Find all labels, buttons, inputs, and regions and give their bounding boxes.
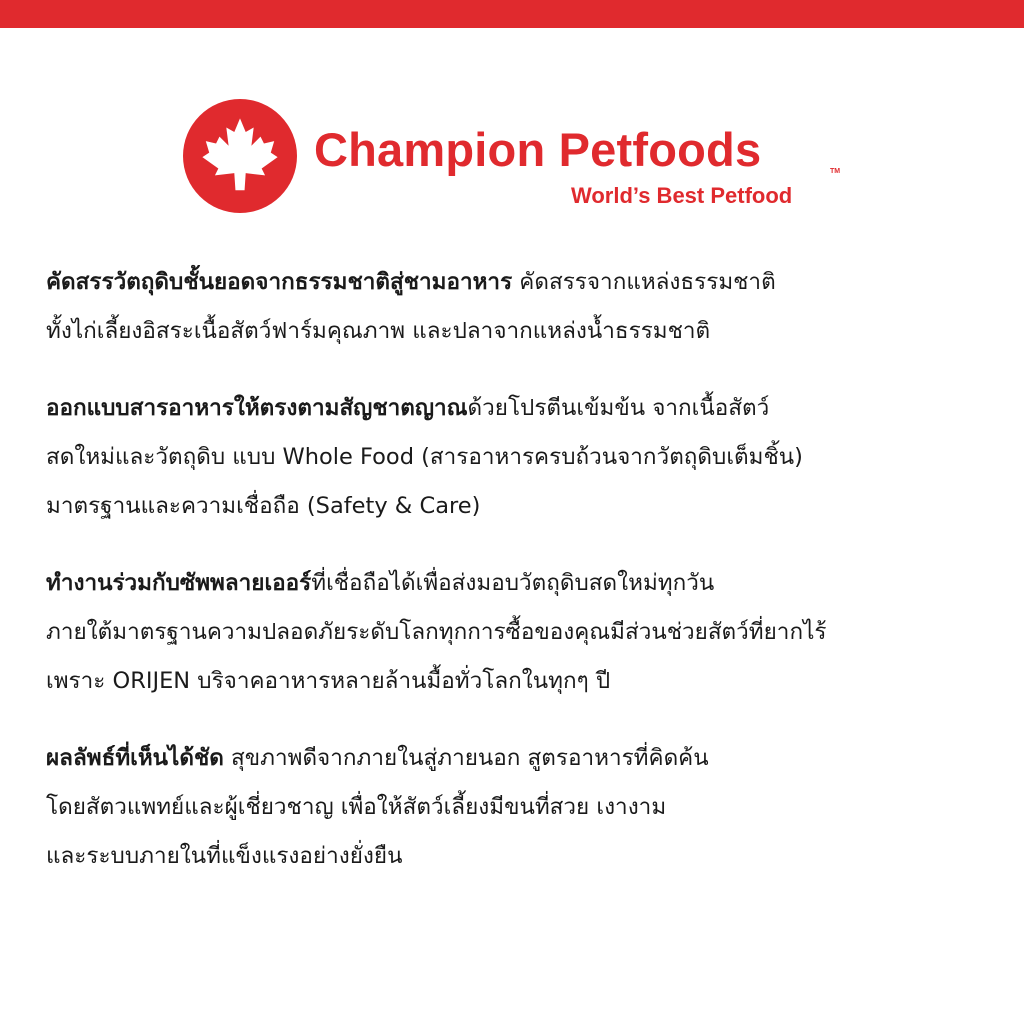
paragraph-heading: ทำงานร่วมกับซัพพลายเออร์	[46, 570, 312, 596]
paragraph-line	[46, 258, 1006, 307]
brand-name: Champion Petfoods	[314, 123, 762, 176]
paragraph-line: เพราะ ORIJEN บริจาคอาหารหลายล้านมื้อทั่วโลกในทุกๆ ปี	[46, 668, 611, 694]
paragraph-results	[46, 734, 1006, 881]
paragraph-ingredients	[46, 258, 1006, 356]
brand-tagline: World’s Best Petfood	[571, 183, 793, 208]
paragraph-text: สุขภาพดีจากภายในสู่ภายนอก สูตรอาหารที่คิดค้น	[223, 745, 709, 771]
paragraph-text: คัดสรรจากแหล่งธรรมชาติ	[512, 269, 776, 295]
paragraph-text: ด้วยโปรตีนเข้มข้น จากเนื้อสัตว์	[467, 395, 770, 421]
paragraph-line: โดยสัตวแพทย์และผู้เชี่ยวชาญ เพื่อให้สัตว์เลี้ยงมีขนที่สวย เงางาม	[46, 794, 667, 820]
paragraph-line	[46, 384, 1006, 433]
paragraph-line	[46, 559, 1006, 608]
body-text	[46, 258, 1006, 881]
trademark-mark: TM	[830, 168, 841, 175]
paragraph-heading: คัดสรรวัตถุดิบชั้นยอดจากธรรมชาติสู่ชามอาหาร	[46, 269, 513, 295]
paragraph-text: ที่เชื่อถือได้เพื่อส่งมอบวัตถุดิบสดใหม่ทุกวัน	[311, 570, 715, 596]
paragraph-line: ทั้งไก่เลี้ยงอิสระเนื้อสัตว์ฟาร์มคุณภาพ และปลาจากแหล่งน้ำธรรมชาติ	[46, 318, 711, 344]
paragraph-heading: ผลลัพธ์ที่เห็นได้ชัด	[46, 745, 224, 771]
paragraph-nutrition	[46, 384, 1006, 531]
paragraph-line: ภายใต้มาตรฐานความปลอดภัยระดับโลกทุกการซื้อของคุณมีส่วนช่วยสัตว์ที่ยากไร้	[46, 619, 827, 645]
paragraph-heading: ออกแบบสารอาหารให้ตรงตามสัญชาตญาณ	[46, 395, 468, 421]
paragraph-line: มาตรฐานและความเชื่อถือ (Safety & Care)	[46, 493, 481, 519]
top-accent-bar	[0, 0, 1024, 28]
maple-leaf-icon	[183, 99, 297, 213]
paragraph-line	[46, 734, 1006, 783]
paragraph-line: สดใหม่และวัตถุดิบ แบบ Whole Food (สารอาหารครบถ้วนจากวัตถุดิบเต็มชิ้น)	[46, 444, 803, 470]
logo-badge	[183, 99, 297, 213]
paragraph-suppliers	[46, 559, 1006, 706]
paragraph-line: และระบบภายในที่แข็งแรงอย่างยั่งยืน	[46, 843, 403, 869]
